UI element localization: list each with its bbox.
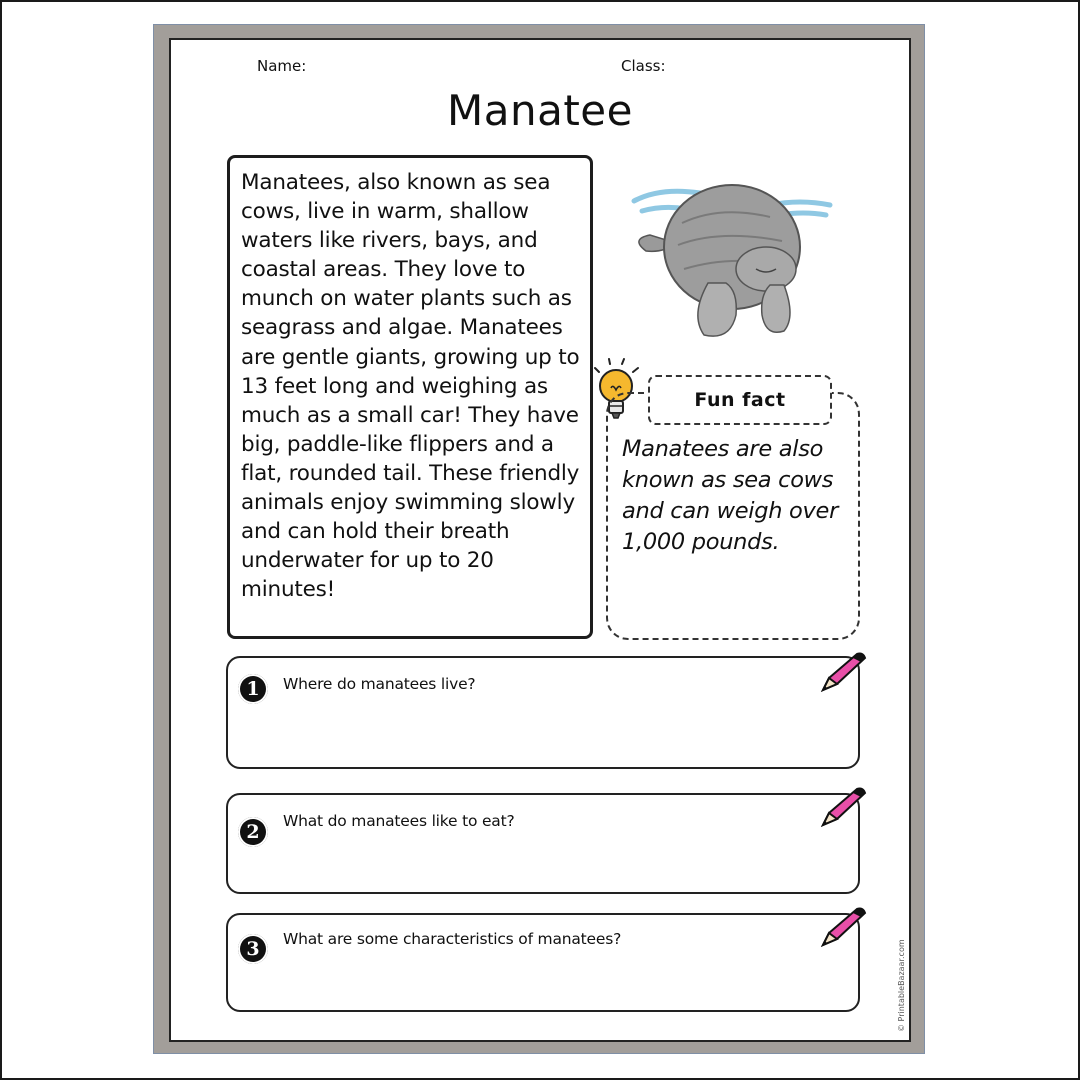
question-text: What do manatees like to eat?: [283, 812, 515, 830]
question-number-badge: 2: [238, 817, 268, 847]
manatee-illustration: [620, 165, 840, 345]
fun-fact-text: Manatees are also known as sea cows and can weigh over 1,000 pounds.: [622, 436, 839, 555]
pencil-icon: [817, 903, 869, 951]
class-field-label: Class:: [621, 57, 666, 75]
reading-passage-box: [227, 155, 593, 639]
question-number-badge: 3: [238, 934, 268, 964]
pencil-icon: [817, 783, 869, 831]
name-field-label: Name:: [257, 57, 307, 75]
question-answer-box-3[interactable]: [226, 913, 860, 1012]
question-answer-box-1[interactable]: [226, 656, 860, 769]
pencil-icon: [817, 648, 869, 696]
fun-fact-label: Fun fact: [648, 375, 832, 425]
question-answer-box-2[interactable]: [226, 793, 860, 894]
question-number-badge: 1: [238, 674, 268, 704]
copyright-credit: © PrintableBazaar.com: [897, 939, 906, 1032]
question-text: Where do manatees live?: [283, 675, 476, 693]
question-text: What are some characteristics of manatees?: [283, 930, 622, 948]
page-title: Manatee: [447, 86, 633, 135]
reading-passage-text: Manatees, also known as sea cows, live in warm, shallow waters like rivers, bays, and coastal areas. They love to munch on water plants such as seagrass and algae. Manatees are gentle giants, growing up to 13 feet long and weighing as much as a small car! They have big, paddle-like flippers and a flat, rounded tail. These friendly animals enjoy swimming slowly and can hold their breath underwater for up to 20 minutes!: [241, 170, 580, 603]
